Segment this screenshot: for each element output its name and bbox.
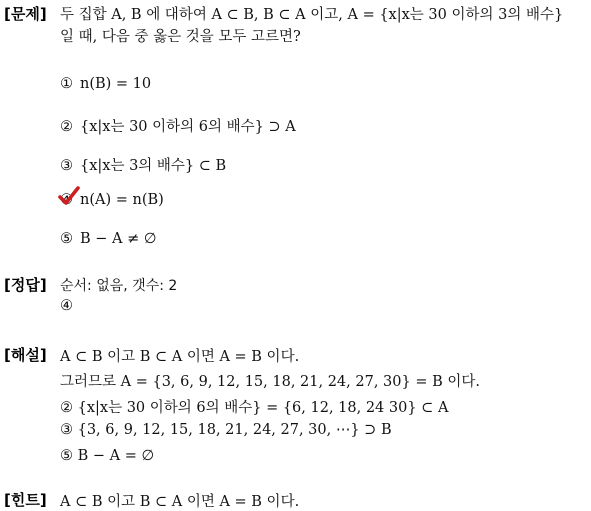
solution-line-4: ③ {3, 6, 9, 12, 15, 18, 21, 24, 27, 30, ⋯} ⊃ B (60, 422, 392, 438)
solution-label: [해설] (4, 346, 47, 364)
choice-text: n(B) = 10 (80, 76, 152, 92)
problem-label: [문제] (4, 5, 47, 23)
choice-text: n(A) = n(B) (80, 192, 164, 208)
hint-line-1: A ⊂ B 이고 B ⊂ A 이면 A = B 이다. (60, 494, 300, 510)
check-mark-icon (58, 186, 80, 206)
answer-line-2: ④ (60, 298, 73, 314)
solution-line-5: ⑤ B − A = ∅ (60, 448, 155, 464)
hint-label: [힌트] (4, 491, 47, 509)
choice-5 (60, 231, 157, 247)
choice-text: {x|x는 3의 배수} ⊂ B (80, 158, 227, 174)
choice-number: ⑤ (60, 231, 73, 247)
choice-3 (60, 154, 226, 175)
choice-number: ① (60, 76, 73, 92)
answer-label: [정답] (4, 276, 47, 294)
choice-number: ③ (60, 158, 73, 174)
solution-line-2: 그러므로 A = {3, 6, 9, 12, 15, 18, 21, 24, 27, 30} = B 이다. (60, 374, 480, 390)
answer-line-1: 순서: 없음, 갯수: 2 (60, 278, 178, 294)
solution-line-1: A ⊂ B 이고 B ⊂ A 이면 A = B 이다. (60, 349, 300, 365)
problem-line-2: 일 때, 다음 중 옳은 것을 모두 고르면? (60, 29, 301, 45)
solution-line-3: ② {x|x는 30 이하의 6의 배수} = {6, 12, 18, 24 30} ⊂ A (60, 400, 449, 416)
choice-number: ④ (60, 192, 73, 208)
choice-2 (60, 115, 296, 136)
choice-text: {x|x는 30 이하의 6의 배수} ⊃ A (80, 119, 296, 135)
choice-text: B − A ≠ ∅ (80, 231, 157, 247)
choice-1 (60, 76, 151, 92)
choice-number: ② (60, 119, 73, 135)
problem-line-1: 두 집합 A, B 에 대하여 A ⊂ B, B ⊂ A 이고, A = {x|x는 30 이하의 3의 배수} (60, 7, 564, 23)
